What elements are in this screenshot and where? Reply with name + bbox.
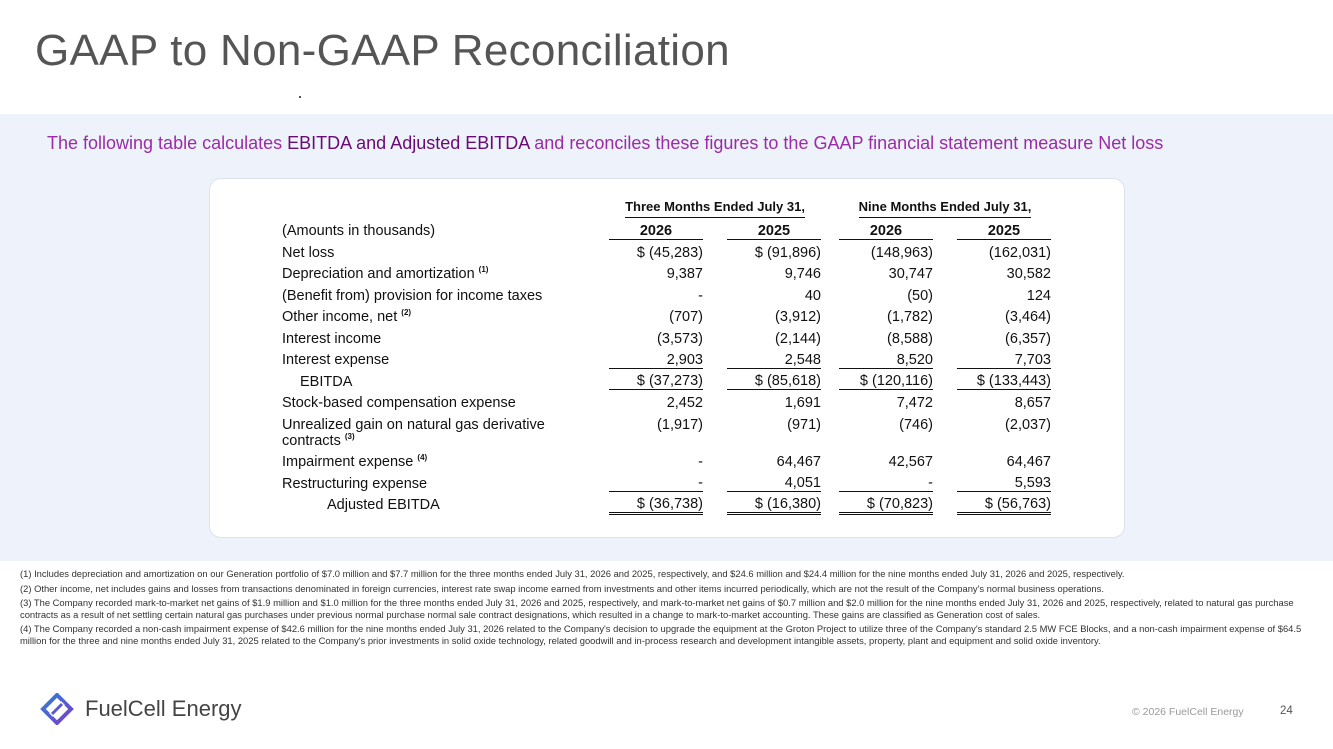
cell-value: 2,903 [609,347,703,369]
row-label: Depreciation and amortization [282,266,475,282]
footnote: (1) Includes depreciation and amortization on our Generation portfolio of $7.0 million and $7.7 million for the three months ended July 31, 2026 and 2025, respectively, and $24.6 million and $24.4 million for the nine months ended July 31, 2026 and 2025, respectively. [20,568,1125,579]
cell-value: (746) [899,416,933,433]
cell-value: $ (85,618) [727,368,821,390]
cell-value: 64,467 [1006,454,1051,470]
cell-value: 42,567 [888,454,933,470]
row-label: Other income, net [282,309,398,325]
cell-value: (707) [669,309,703,325]
reconciliation-table [269,196,1051,515]
cell-value: 64,467 [776,454,821,470]
cell-value: 30,747 [888,266,933,282]
footnote: (3) The Company recorded mark-to-market net gains of $1.9 million and $1.0 million for the three months ended July 31, 2026 and 2025, respectively, and mark-to-market net gains of $0.7 million and $2.0 million for the nine months ended July 31, 2026 and 2025, respectively, related to natural gas purchase contracts as a result of net settling certain natural gas purchases under previous normal purchase normal sale contract designations, which resulted in a change to mark-to-market accounting. These gains are classified as Generation cost of sales. [20,597,1294,620]
year-header: 2026 [609,218,703,240]
cell-value: - [839,470,933,492]
cell-value: 2,548 [727,347,821,369]
footnote: (4) The Company recorded a non-cash impairment expense of $42.6 million for the nine months ended July 31, 2026 related to the Company's decision to upgrade the equipment at the Groton Project to utilize three of the Company's standard 2.5 MW FCE Blocks, and a non-cash impairment expense of $64.5 million for the three and nine months ended July 31, 2025 related to the Company's prior investments in solid oxide technology, related goodwill and in-process research and development intangible assets, property, plant and equipment and solid oxide inventory. [20,623,1302,646]
footnote-ref: (3) [344,431,355,441]
subtitle-after: and reconciles these figures to the GAAP financial statement measure Net loss [529,133,1164,153]
table-row [269,449,1051,471]
title-divider-mark [299,96,301,98]
page-number: 24 [1280,705,1293,717]
row-label: Impairment expense [282,454,414,470]
cell-value: (971) [787,416,821,433]
cell-value: $ (120,116) [839,368,933,390]
cell-value: $ (16,380) [727,492,821,514]
row-label: Interest expense [282,352,390,368]
cell-value: 40 [804,287,821,304]
cell-value: (2,144) [775,330,821,347]
cell-value: (6,357) [1005,330,1051,347]
cell-value: $ (56,763) [957,492,1051,514]
group-header-nine-months: Nine Months Ended July 31, [839,196,1051,218]
cell-value: (50) [907,287,933,304]
cell-value: (1,917) [657,416,703,433]
cell-value: $ (45,283) [636,244,703,261]
row-label: EBITDA [300,373,353,390]
footnote-ref: (2) [401,308,412,317]
row-label: Interest income [282,330,382,347]
table-row [269,411,1051,433]
subtitle-before: The following table calculates [47,133,288,153]
cell-value: (3,573) [657,330,703,347]
cell-value: 8,657 [1014,395,1051,411]
company-logo [40,693,242,725]
fuelcell-logo-icon [40,693,74,725]
cell-value: 4,051 [727,470,821,492]
footnote: (2) Other income, net includes gains and losses from transactions denominated in foreign currencies, interest rate swap income earned from investments and other items incurred periodically, which are not the result of the Company's normal business operations. [20,582,1104,594]
cell-value: (3,464) [1005,309,1051,325]
subtitle-emphasis: EBITDA and Adjusted EBITDA [287,133,530,153]
table-row [269,282,1051,304]
year-header: 2025 [727,218,821,240]
table-row [269,304,1051,326]
table-row-continuation [269,433,1051,449]
cell-value: (2,037) [1005,416,1051,433]
cell-value: 7,472 [896,395,933,411]
cell-value: 5,593 [957,470,1051,492]
cell-value: 124 [1026,287,1051,304]
cell-value: 9,746 [784,266,821,282]
group-header-three-months: Three Months Ended July 31, [609,196,821,218]
year-header: 2025 [957,218,1051,240]
row-label-continuation: contracts [282,432,341,449]
cell-value: (8,588) [887,330,933,347]
cell-value: 30,582 [1006,266,1051,282]
page-title: GAAP to Non-GAAP Reconciliation [35,26,730,75]
cell-value: $ (37,273) [609,368,703,390]
table-row [269,239,1051,261]
cell-value: - [698,454,703,470]
table-row [269,470,1051,492]
cell-value: $ (91,896) [754,244,821,261]
unit-label: (Amounts in thousands) [282,223,436,239]
cell-value: 9,387 [666,266,703,282]
footnote-ref: (4) [417,453,428,462]
cell-value: $ (133,443) [957,368,1051,390]
row-label: (Benefit from) provision for income taxes [282,287,543,304]
cell-value: (3,912) [775,309,821,325]
cell-value: (148,963) [870,244,933,261]
table-row [269,347,1051,369]
footnote-ref: (1) [478,265,489,274]
logo-text: FuelCell Energy [85,696,242,721]
cell-value: - [698,287,703,304]
copyright: © 2026 FuelCell Energy [1132,706,1244,718]
footnotes [20,568,1315,649]
cell-value: - [609,470,703,492]
cell-value: 8,520 [839,347,933,369]
row-label: Net loss [282,244,335,261]
cell-value: 7,703 [957,347,1051,369]
cell-value: (162,031) [988,244,1051,261]
table-row-subtotal [269,368,1051,390]
row-label: Adjusted EBITDA [327,497,440,513]
year-header: 2026 [839,218,933,240]
cell-value: (1,782) [887,309,933,325]
table-row [269,390,1051,412]
row-label: Restructuring expense [282,475,428,492]
cell-value: $ (70,823) [839,492,933,514]
cell-value: 2,452 [666,395,703,411]
subtitle [47,133,1163,154]
cell-value: $ (36,738) [609,492,703,514]
row-label: Stock-based compensation expense [282,395,516,411]
table-row [269,261,1051,283]
row-label: Unrealized gain on natural gas derivative [282,416,545,433]
table-row [269,325,1051,347]
cell-value: 1,691 [784,395,821,411]
table-row-total [269,492,1051,514]
